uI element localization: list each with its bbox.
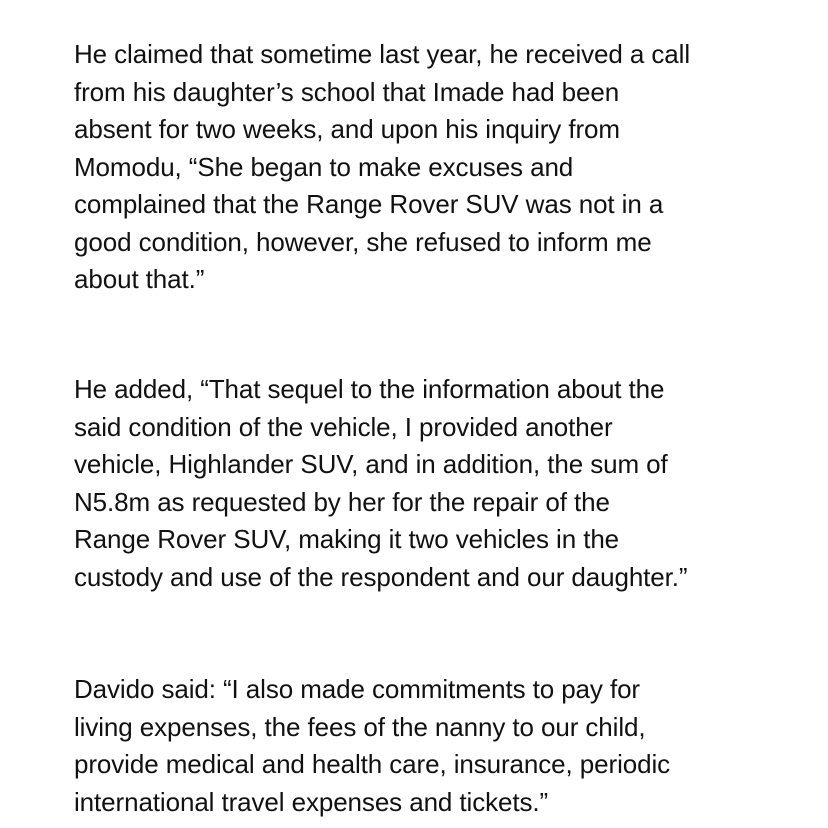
text-line: absent for two weeks, and upon his inquiry from [74, 114, 620, 144]
text-line: provide medical and health care, insurance, periodic [74, 749, 671, 779]
text-line: complained that the Range Rover SUV was not in a [74, 189, 664, 219]
text-line: Momodu, “She began to make excuses and [74, 151, 574, 182]
text-line: Range Rover SUV, making it two vehicles in the [74, 524, 620, 554]
text-line: good condition, however, she refused to inform me [74, 226, 652, 257]
text-line: about that.” [74, 264, 205, 294]
text-line: Davido said: “I also made commitments to pay for [74, 674, 640, 704]
text-line: international travel expenses and tickets.” [74, 786, 549, 817]
text-line: vehicle, Highlander SUV, and in addition, the sum of [74, 449, 668, 479]
text-line: N5.8m as requested by her for the repair of the [74, 486, 610, 517]
text-line: custody and use of the respondent and our daughter.” [74, 561, 688, 592]
text-line: He claimed that sometime last year, he received a call [74, 39, 690, 69]
paragraph-claim [74, 36, 794, 299]
text-line: He added, “That sequel to the information about the [74, 374, 665, 404]
text-line: from his daughter’s school that Imade had been [74, 76, 620, 107]
paragraph-added [74, 371, 794, 596]
paragraph-davido-said [74, 671, 794, 821]
text-line: said condition of the vehicle, I provided another [74, 411, 613, 442]
text-line: living expenses, the fees of the nanny to our child, [74, 711, 646, 742]
